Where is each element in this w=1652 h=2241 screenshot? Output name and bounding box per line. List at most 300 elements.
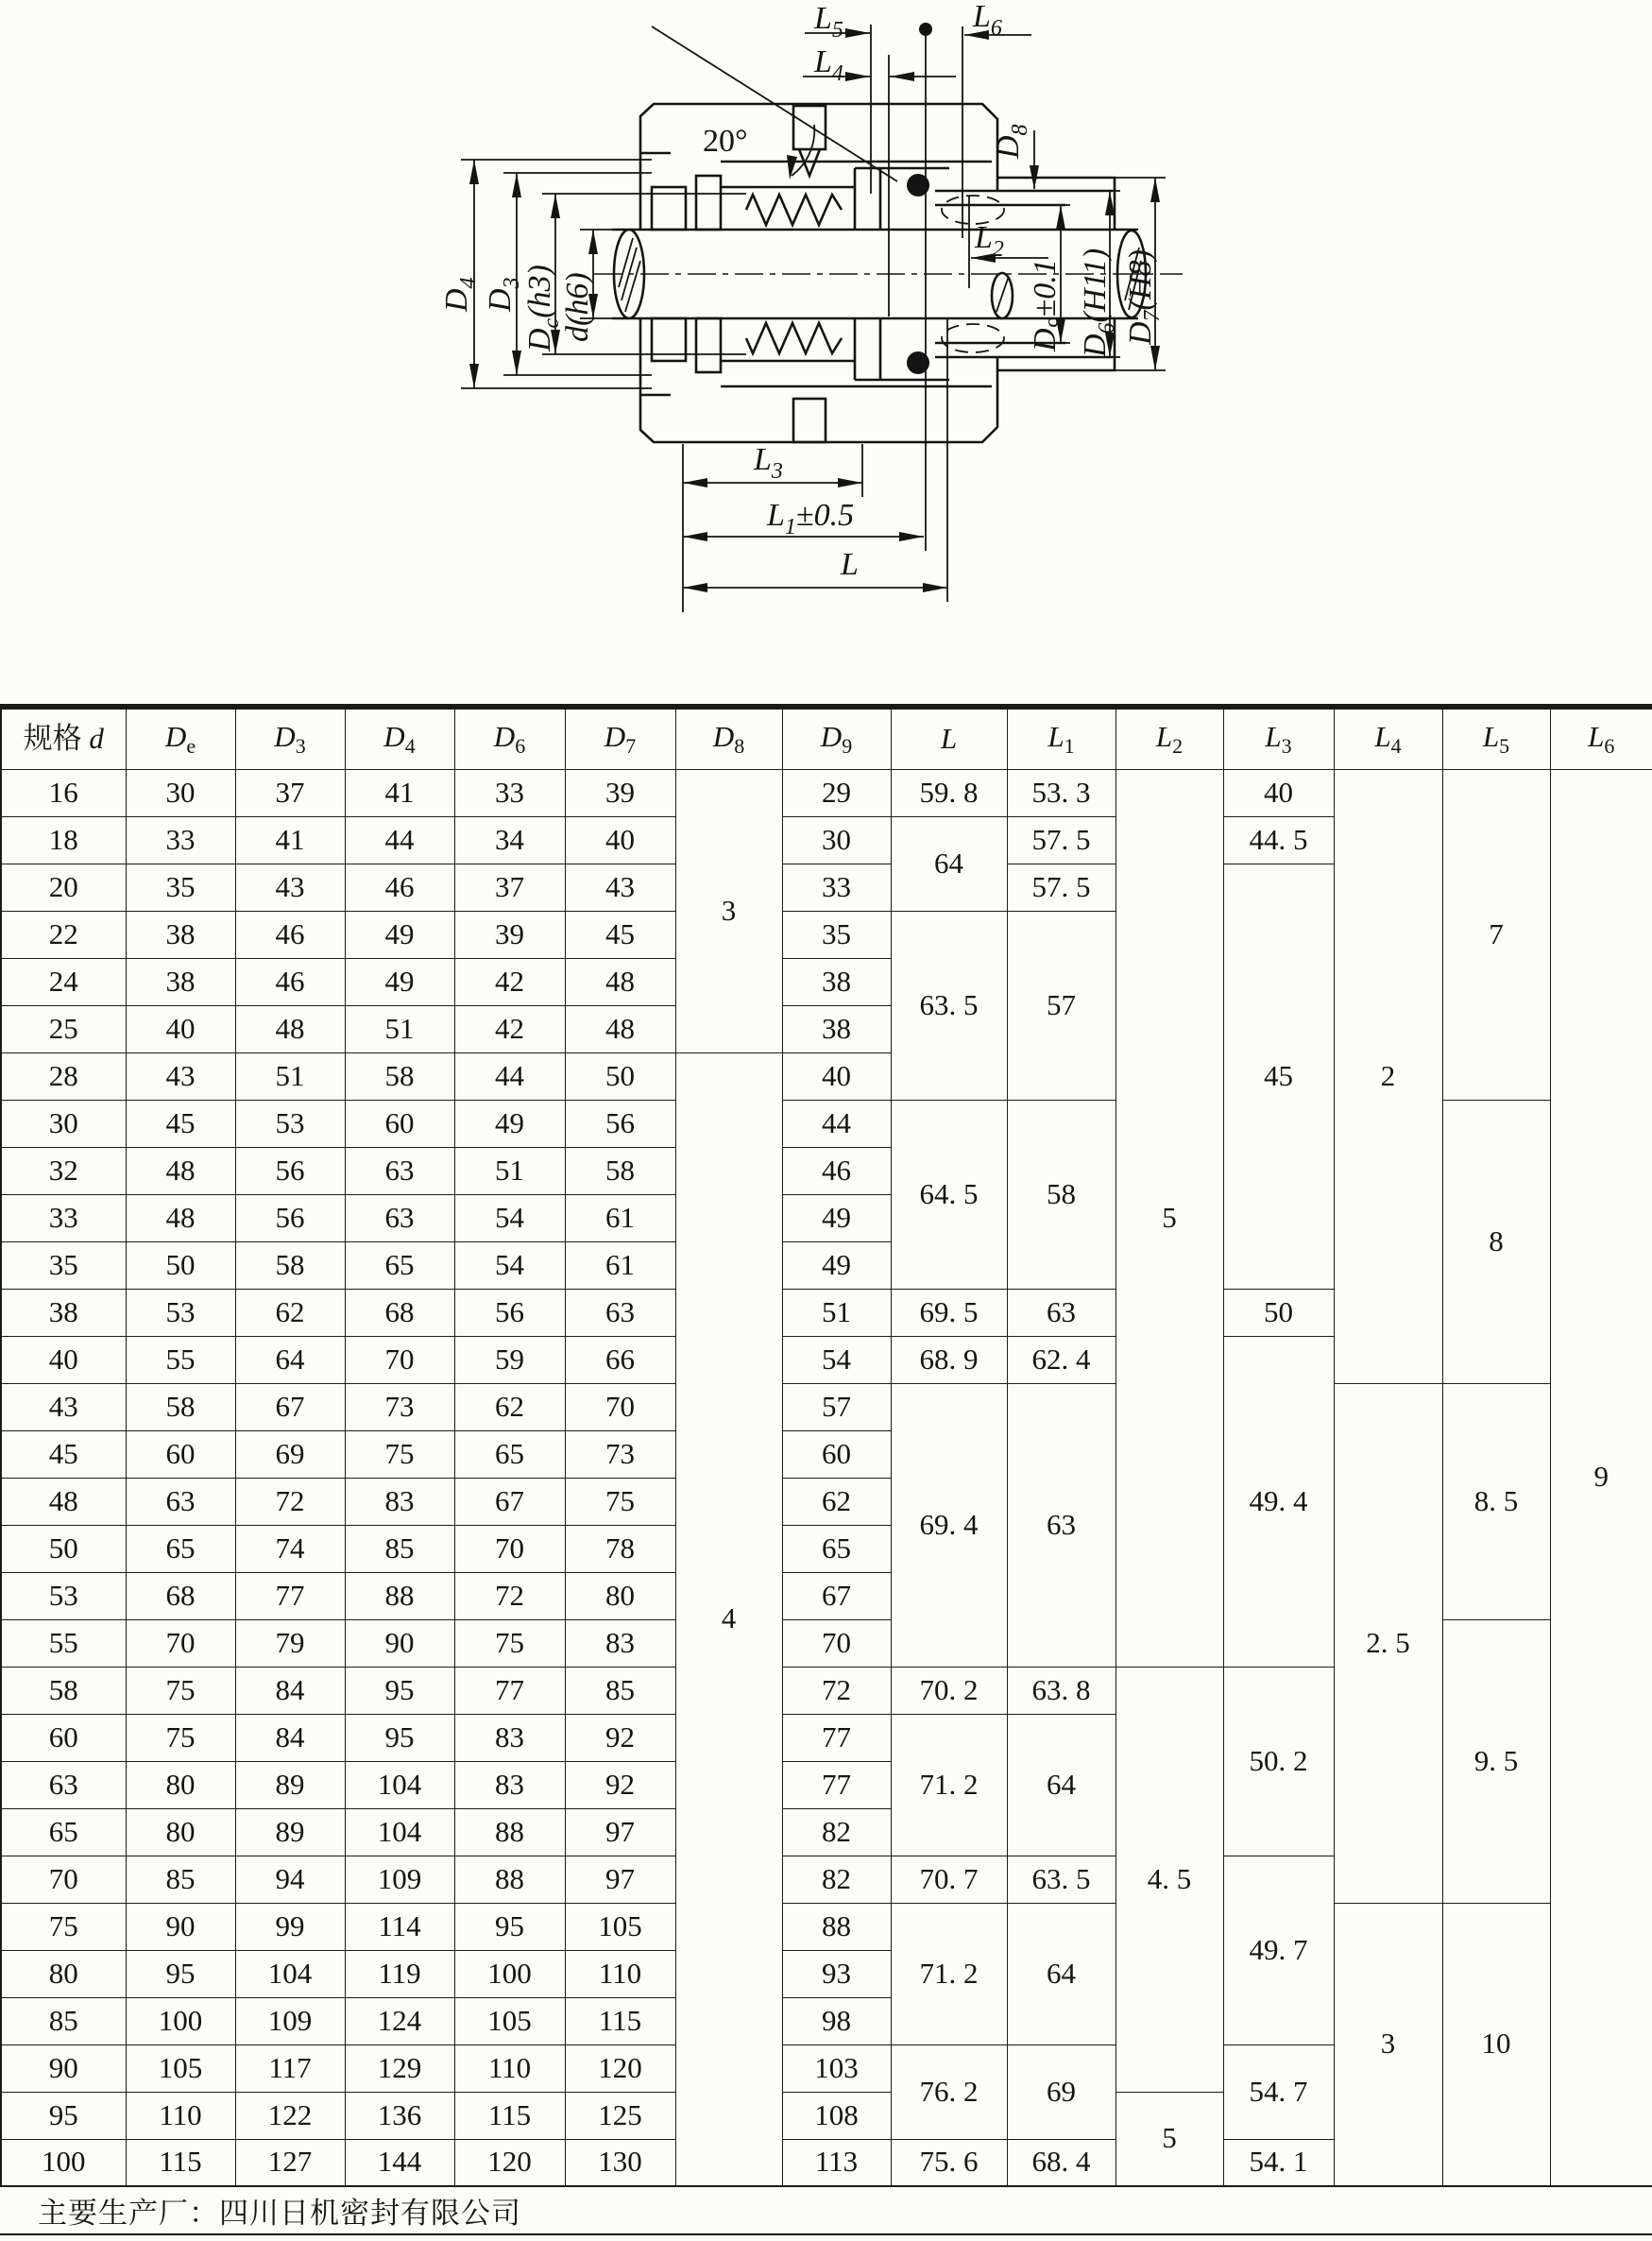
data-cell: 115 [454, 2092, 565, 2139]
data-cell: 5 [1116, 2092, 1223, 2186]
data-cell: 41 [235, 816, 345, 864]
data-cell: 51 [235, 1052, 345, 1100]
data-cell: 69 [235, 1430, 345, 1478]
data-cell: 3 [675, 769, 782, 1052]
data-cell: 77 [782, 1761, 891, 1808]
data-cell: 125 [565, 2092, 675, 2139]
data-cell: 33 [126, 816, 235, 864]
data-cell: 38 [782, 1005, 891, 1052]
data-cell: 70 [782, 1619, 891, 1667]
data-cell: 54 [454, 1194, 565, 1241]
data-cell: 57. 5 [1007, 864, 1116, 911]
data-cell: 105 [565, 1903, 675, 1950]
data-cell: 57. 5 [1007, 816, 1116, 864]
data-cell: 115 [565, 1997, 675, 2044]
data-cell: 62. 4 [1007, 1336, 1116, 1383]
data-cell: 70 [1, 1856, 126, 1903]
dim-label-l4: $L_4$ [814, 44, 843, 86]
col-header-l: L [891, 707, 1007, 769]
data-cell: 39 [565, 769, 675, 816]
dim-label-d7: $D_7(H8)$ [1123, 249, 1165, 345]
data-cell: 85 [126, 1856, 235, 1903]
data-cell: 80 [126, 1761, 235, 1808]
data-cell: 68. 9 [891, 1336, 1007, 1383]
data-cell: 49 [782, 1241, 891, 1289]
col-header-l6: $L_6$ [1550, 707, 1652, 769]
data-cell: 51 [782, 1289, 891, 1336]
data-cell: 92 [565, 1761, 675, 1808]
data-cell: 40 [565, 816, 675, 864]
data-cell: 75 [126, 1714, 235, 1761]
data-cell: 3 [1334, 1903, 1442, 2186]
data-cell: 51 [454, 1147, 565, 1194]
data-cell: 95 [345, 1714, 454, 1761]
data-cell: 8 [1442, 1100, 1550, 1383]
data-cell: 40 [126, 1005, 235, 1052]
data-cell: 127 [235, 2139, 345, 2186]
data-cell: 50 [126, 1241, 235, 1289]
data-cell: 33 [782, 864, 891, 911]
data-cell: 63 [1007, 1289, 1116, 1336]
data-cell: 63 [1007, 1383, 1116, 1667]
data-cell: 60 [782, 1430, 891, 1478]
data-cell: 74 [235, 1525, 345, 1572]
data-cell: 53 [126, 1289, 235, 1336]
data-cell: 30 [1, 1100, 126, 1147]
data-cell: 4 [675, 1052, 782, 2186]
data-cell: 43 [1, 1383, 126, 1430]
data-cell: 30 [782, 816, 891, 864]
data-cell: 72 [235, 1478, 345, 1525]
data-cell: 33 [1, 1194, 126, 1241]
data-cell: 56 [235, 1147, 345, 1194]
data-cell: 70 [454, 1525, 565, 1572]
dim-label-l6: $L_6$ [973, 0, 1002, 41]
data-cell: 70. 7 [891, 1856, 1007, 1903]
data-cell: 49 [345, 911, 454, 958]
data-cell: 18 [1, 816, 126, 864]
data-cell: 48 [126, 1147, 235, 1194]
col-header-l3: $L_3$ [1223, 707, 1334, 769]
data-cell: 49 [345, 958, 454, 1005]
data-cell: 54. 1 [1223, 2139, 1334, 2186]
data-cell: 85 [1, 1997, 126, 2044]
data-cell: 104 [235, 1950, 345, 1997]
data-cell: 98 [782, 1997, 891, 2044]
data-cell: 60 [126, 1430, 235, 1478]
data-cell: 62 [235, 1289, 345, 1336]
data-cell: 45 [126, 1100, 235, 1147]
data-cell: 48 [1, 1478, 126, 1525]
col-header-d4: $D_4$ [345, 707, 454, 769]
data-cell: 63. 5 [1007, 1856, 1116, 1903]
data-cell: 35 [782, 911, 891, 958]
data-cell: 104 [345, 1808, 454, 1856]
data-cell: 69. 4 [891, 1383, 1007, 1667]
table-body [1, 769, 1652, 2186]
data-cell: 105 [126, 2044, 235, 2092]
data-cell: 88 [782, 1903, 891, 1950]
data-cell: 37 [235, 769, 345, 816]
dim-label-d8: $D_8$ [991, 124, 1032, 159]
data-cell: 119 [345, 1950, 454, 1997]
data-cell: 83 [454, 1761, 565, 1808]
data-cell: 49. 7 [1223, 1856, 1334, 2044]
data-cell: 62 [454, 1383, 565, 1430]
data-cell: 16 [1, 769, 126, 816]
dim-label-d6: $D_6(H11)$ [1078, 248, 1119, 357]
data-cell: 69. 5 [891, 1289, 1007, 1336]
data-cell: 58 [235, 1241, 345, 1289]
data-cell: 90 [345, 1619, 454, 1667]
data-cell: 57 [1007, 911, 1116, 1100]
data-cell: 58 [1, 1667, 126, 1714]
data-cell: 4. 5 [1116, 1667, 1223, 2092]
data-cell: 75 [454, 1619, 565, 1667]
data-cell: 54 [782, 1336, 891, 1383]
data-cell: 50 [1, 1525, 126, 1572]
data-cell: 68. 4 [1007, 2139, 1116, 2186]
data-cell: 48 [126, 1194, 235, 1241]
data-cell: 48 [235, 1005, 345, 1052]
data-cell: 2 [1334, 769, 1442, 1383]
manufacturer-note: 主要生产厂：四川日机密封有限公司 [38, 2197, 521, 2230]
data-cell: 9. 5 [1442, 1619, 1550, 1903]
data-cell: 33 [454, 769, 565, 816]
data-cell: 115 [126, 2139, 235, 2186]
data-cell: 57 [782, 1383, 891, 1430]
data-cell: 20 [1, 864, 126, 911]
data-cell: 55 [1, 1619, 126, 1667]
data-cell: 37 [454, 864, 565, 911]
data-cell: 80 [126, 1808, 235, 1856]
dim-label-d-shaft: d(h6) [560, 272, 595, 342]
data-cell: 29 [782, 769, 891, 816]
dim-label-d4: $D_4$ [439, 277, 481, 312]
data-cell: 97 [565, 1808, 675, 1856]
data-cell: 67 [454, 1478, 565, 1525]
data-cell: 44 [782, 1100, 891, 1147]
data-cell: 77 [235, 1572, 345, 1619]
data-cell: 59. 8 [891, 769, 1007, 816]
col-header-d9: $D_9$ [782, 707, 891, 769]
data-cell: 46 [782, 1147, 891, 1194]
data-cell: 108 [782, 2092, 891, 2139]
data-cell: 100 [126, 1997, 235, 2044]
data-cell: 56 [565, 1100, 675, 1147]
data-cell: 64 [1007, 1903, 1116, 2044]
data-cell: 144 [345, 2139, 454, 2186]
data-cell: 82 [782, 1856, 891, 1903]
table-row [1, 1383, 1652, 1430]
data-cell: 2. 5 [1334, 1383, 1442, 1903]
data-cell: 63. 5 [891, 911, 1007, 1100]
col-header-l5: $L_5$ [1442, 707, 1550, 769]
data-cell: 63 [126, 1478, 235, 1525]
data-cell: 95 [454, 1903, 565, 1950]
data-cell: 99 [235, 1903, 345, 1950]
data-cell: 9 [1550, 769, 1652, 2186]
data-cell: 45 [565, 911, 675, 958]
data-cell: 70 [345, 1336, 454, 1383]
data-cell: 63 [345, 1147, 454, 1194]
data-cell: 43 [126, 1052, 235, 1100]
data-cell: 24 [1, 958, 126, 1005]
data-cell: 65 [1, 1808, 126, 1856]
data-cell: 61 [565, 1241, 675, 1289]
seal-cross-section-diagram [0, 0, 1652, 704]
data-cell: 56 [454, 1289, 565, 1336]
data-cell: 109 [345, 1856, 454, 1903]
data-cell: 32 [1, 1147, 126, 1194]
data-cell: 80 [565, 1572, 675, 1619]
data-cell: 10 [1442, 1903, 1550, 2186]
data-cell: 129 [345, 2044, 454, 2092]
data-cell: 89 [235, 1808, 345, 1856]
col-header-d6: $D_6$ [454, 707, 565, 769]
data-cell: 65 [782, 1525, 891, 1572]
data-cell: 63 [1, 1761, 126, 1808]
data-cell: 49 [454, 1100, 565, 1147]
data-cell: 43 [565, 864, 675, 911]
data-cell: 95 [126, 1950, 235, 1997]
data-cell: 90 [1, 2044, 126, 2092]
data-cell: 105 [454, 1997, 565, 2044]
col-header-de: $D_e$ [126, 707, 235, 769]
dim-label-l5: $L_5$ [814, 1, 843, 43]
data-cell: 58 [345, 1052, 454, 1100]
data-cell: 100 [1, 2139, 126, 2186]
data-cell: 88 [345, 1572, 454, 1619]
table-row [1, 769, 1652, 816]
data-cell: 45 [1223, 864, 1334, 1289]
data-cell: 75. 6 [891, 2139, 1007, 2186]
data-cell: 75 [565, 1478, 675, 1525]
data-cell: 70 [126, 1619, 235, 1667]
data-cell: 130 [565, 2139, 675, 2186]
data-cell: 84 [235, 1714, 345, 1761]
col-header-l1: $L_1$ [1007, 707, 1116, 769]
data-cell: 40 [782, 1052, 891, 1100]
data-cell: 38 [126, 958, 235, 1005]
data-cell: 38 [1, 1289, 126, 1336]
data-cell: 88 [454, 1808, 565, 1856]
data-cell: 39 [454, 911, 565, 958]
dim-label-l1: $L_1\pm 0.5$ [767, 498, 855, 539]
data-cell: 25 [1, 1005, 126, 1052]
data-cell: 64. 5 [891, 1100, 1007, 1289]
data-cell: 49. 4 [1223, 1336, 1334, 1667]
dim-label-d9: $D_9\pm 0.1$ [1028, 259, 1069, 351]
data-cell: 77 [454, 1667, 565, 1714]
data-cell: 67 [235, 1383, 345, 1430]
data-cell: 90 [126, 1903, 235, 1950]
data-cell: 56 [235, 1194, 345, 1241]
data-cell: 75 [345, 1430, 454, 1478]
diagram-area [0, 0, 1652, 704]
table-row [1, 1903, 1652, 1950]
data-cell: 42 [454, 1005, 565, 1052]
col-header-l2: $L_2$ [1116, 707, 1223, 769]
data-cell: 97 [565, 1856, 675, 1903]
data-cell: 44 [345, 816, 454, 864]
data-cell: 120 [454, 2139, 565, 2186]
data-cell: 45 [1, 1430, 126, 1478]
data-cell: 84 [235, 1667, 345, 1714]
table-header-row [1, 707, 1652, 769]
data-cell: 73 [565, 1430, 675, 1478]
col-header-l4: $L_4$ [1334, 707, 1442, 769]
col-header-spec: 规格 d [1, 707, 126, 769]
data-cell: 71. 2 [891, 1903, 1007, 2044]
data-cell: 109 [235, 1997, 345, 2044]
data-cell: 46 [345, 864, 454, 911]
data-cell: 79 [235, 1619, 345, 1667]
data-cell: 55 [126, 1336, 235, 1383]
data-cell: 110 [565, 1950, 675, 1997]
data-cell: 104 [345, 1761, 454, 1808]
dim-label-l3: $L_3$ [754, 442, 783, 484]
data-cell: 124 [345, 1997, 454, 2044]
data-cell: 35 [1, 1241, 126, 1289]
col-header-d7: $D_7$ [565, 707, 675, 769]
data-cell: 100 [454, 1950, 565, 1997]
data-cell: 103 [782, 2044, 891, 2092]
data-cell: 110 [126, 2092, 235, 2139]
data-cell: 92 [565, 1714, 675, 1761]
data-cell: 95 [345, 1667, 454, 1714]
data-cell: 113 [782, 2139, 891, 2186]
data-cell: 77 [782, 1714, 891, 1761]
data-cell: 69 [1007, 2044, 1116, 2139]
page-bottom-rule [0, 2233, 1652, 2235]
data-cell: 63 [345, 1194, 454, 1241]
data-cell: 93 [782, 1950, 891, 1997]
data-cell: 114 [345, 1903, 454, 1950]
data-cell: 63 [565, 1289, 675, 1336]
data-cell: 40 [1, 1336, 126, 1383]
data-cell: 38 [782, 958, 891, 1005]
dim-label-l: L [841, 547, 859, 582]
data-cell: 28 [1, 1052, 126, 1100]
data-cell: 62 [782, 1478, 891, 1525]
dim-label-d3: $D_3$ [483, 277, 524, 312]
data-cell: 68 [126, 1572, 235, 1619]
data-cell: 22 [1, 911, 126, 958]
data-cell: 70. 2 [891, 1667, 1007, 1714]
data-cell: 65 [126, 1525, 235, 1572]
dim-label-dc: $D_c(h3)$ [522, 265, 564, 351]
data-cell: 75 [126, 1667, 235, 1714]
col-header-d3: $D_3$ [235, 707, 345, 769]
data-cell: 58 [565, 1147, 675, 1194]
data-cell: 94 [235, 1856, 345, 1903]
data-cell: 42 [454, 958, 565, 1005]
data-cell: 117 [235, 2044, 345, 2092]
data-cell: 85 [345, 1525, 454, 1572]
data-cell: 64 [1007, 1714, 1116, 1856]
data-cell: 122 [235, 2092, 345, 2139]
data-cell: 72 [782, 1667, 891, 1714]
data-cell: 95 [1, 2092, 126, 2139]
data-cell: 72 [454, 1572, 565, 1619]
data-cell: 136 [345, 2092, 454, 2139]
data-cell: 82 [782, 1808, 891, 1856]
data-cell: 85 [565, 1667, 675, 1714]
data-cell: 59 [454, 1336, 565, 1383]
data-cell: 58 [126, 1383, 235, 1430]
data-cell: 83 [565, 1619, 675, 1667]
data-cell: 76. 2 [891, 2044, 1007, 2139]
data-cell: 58 [1007, 1100, 1116, 1289]
angle-label: 20° [703, 124, 748, 159]
data-cell: 44 [454, 1052, 565, 1100]
data-cell: 64 [235, 1336, 345, 1383]
data-cell: 50 [565, 1052, 675, 1100]
data-cell: 71. 2 [891, 1714, 1007, 1856]
data-cell: 44. 5 [1223, 816, 1334, 864]
data-cell: 110 [454, 2044, 565, 2092]
data-cell: 54. 7 [1223, 2044, 1334, 2139]
data-cell: 40 [1223, 769, 1334, 816]
data-cell: 67 [782, 1572, 891, 1619]
dimension-table [0, 704, 1652, 2187]
data-cell: 49 [782, 1194, 891, 1241]
data-cell: 48 [565, 1005, 675, 1052]
data-cell: 50. 2 [1223, 1667, 1334, 1856]
data-cell: 41 [345, 769, 454, 816]
data-cell: 53 [235, 1100, 345, 1147]
data-cell: 7 [1442, 769, 1550, 1100]
data-cell: 38 [126, 911, 235, 958]
data-cell: 63. 8 [1007, 1667, 1116, 1714]
data-cell: 73 [345, 1383, 454, 1430]
data-cell: 53 [1, 1572, 126, 1619]
dim-label-l2: $L_2$ [975, 220, 1004, 262]
data-cell: 60 [1, 1714, 126, 1761]
data-cell: 46 [235, 958, 345, 1005]
data-cell: 68 [345, 1289, 454, 1336]
data-cell: 34 [454, 816, 565, 864]
top-dimensions [803, 0, 1039, 551]
col-header-d8: $D_8$ [675, 707, 782, 769]
data-cell: 43 [235, 864, 345, 911]
data-cell: 70 [565, 1383, 675, 1430]
data-cell: 60 [345, 1100, 454, 1147]
data-cell: 83 [345, 1478, 454, 1525]
data-cell: 89 [235, 1761, 345, 1808]
data-cell: 53. 3 [1007, 769, 1116, 816]
data-cell: 8. 5 [1442, 1383, 1550, 1619]
data-cell: 65 [454, 1430, 565, 1478]
data-cell: 83 [454, 1714, 565, 1761]
data-cell: 78 [565, 1525, 675, 1572]
data-cell: 80 [1, 1950, 126, 1997]
data-cell: 54 [454, 1241, 565, 1289]
data-cell: 88 [454, 1856, 565, 1903]
data-cell: 48 [565, 958, 675, 1005]
data-cell: 35 [126, 864, 235, 911]
data-cell: 66 [565, 1336, 675, 1383]
data-cell: 50 [1223, 1289, 1334, 1336]
data-cell: 64 [891, 816, 1007, 911]
data-cell: 61 [565, 1194, 675, 1241]
data-cell: 46 [235, 911, 345, 958]
data-cell: 5 [1116, 769, 1223, 1667]
data-cell: 30 [126, 769, 235, 816]
data-cell: 65 [345, 1241, 454, 1289]
data-cell: 51 [345, 1005, 454, 1052]
